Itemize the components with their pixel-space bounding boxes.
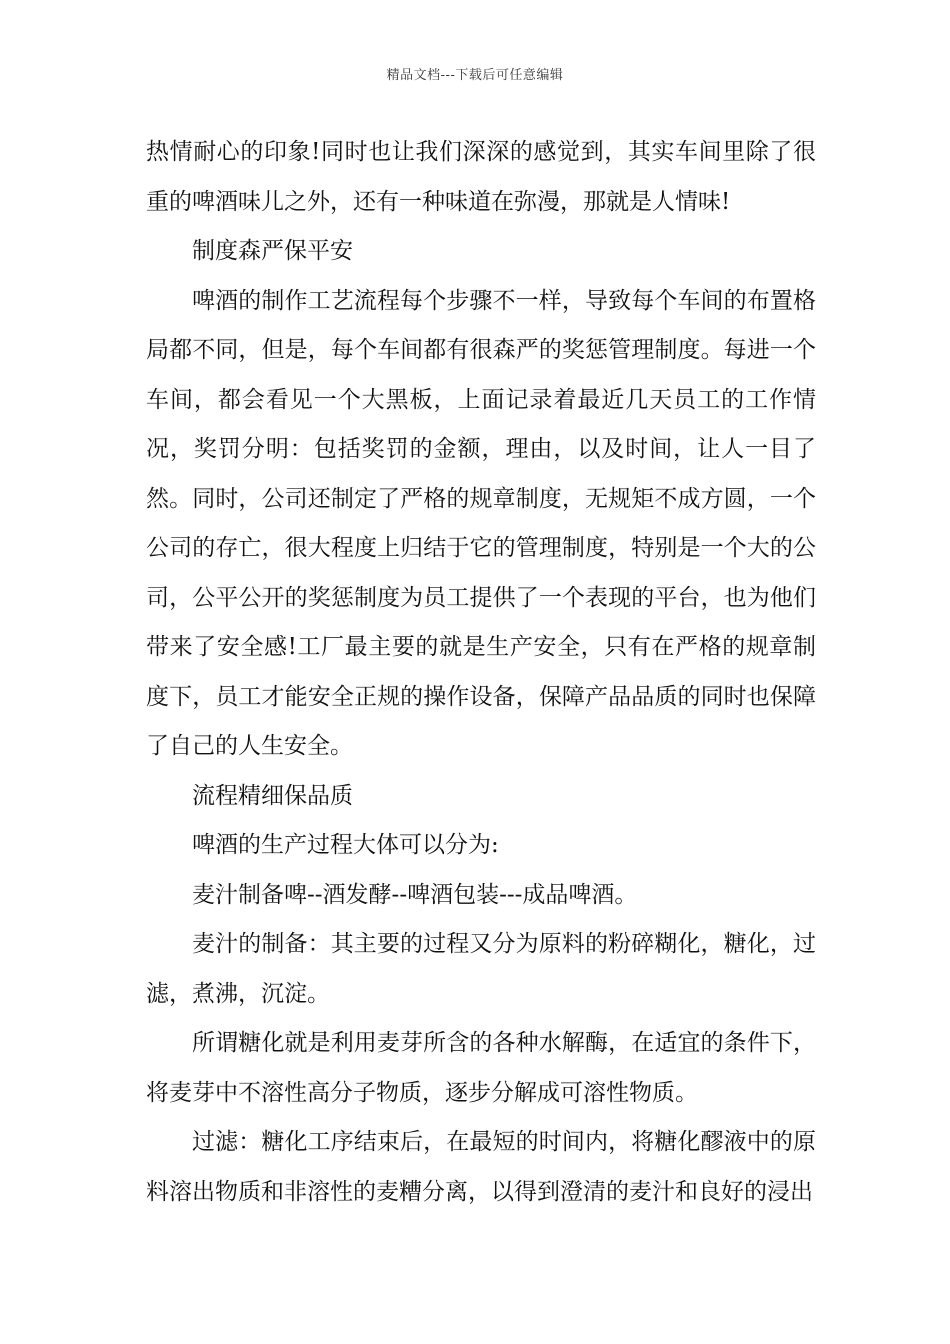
section-heading-process: 流程精细保品质	[192, 782, 353, 809]
paragraph-wort-preparation: 麦汁的制备：其主要的过程又分为原料的粉碎糊化，糖化，过滤，煮沸，沉淀。	[146, 931, 816, 1007]
paragraph-saccharification: 所谓糖化就是利用麦芽所含的各种水解酶，在适宜的条件下，将麦芽中不溶性高分子物质，逐步分解成可溶性物质。	[146, 1030, 816, 1106]
paragraph-process-intro: 啤酒的生产过程大体可以分为:	[192, 832, 499, 858]
section-heading-regulations: 制度森严保平安	[192, 238, 353, 264]
paragraph-continuation: 热情耐心的印象!同时也让我们深深的感觉到，其实车间里除了很重的啤酒味儿之外，还有一种味道在弥漫，那就是人情味!	[146, 139, 816, 215]
paragraph-regulations: 啤酒的制作工艺流程每个步骤不一样，导致每个车间的布置格局都不同，但是，每个车间都有很森严的奖惩管理制度。每进一个车间，都会看见一个大黑板，上面记录着最近几天员工的工作情况，奖罚分明：包括奖罚的金额，理由，以及时间，让人一目了然。同时，公司还制定了严格的规章制度，无规矩不成方圆，一个公司的存亡，很大程度上归结于它的管理制度，特别是一个大的公司，公平公开的奖惩制度为员工提供了一个表现的平台，也为他们带来了安全感!工厂最主要的就是生产安全，只有在严格的规章制度下，员工才能安全正规的操作设备，保障产品品质的同时也保障了自己的人生安全。	[146, 287, 816, 759]
paragraph-process-steps: 麦汁制备啤--酒发酵--啤酒包装---成品啤酒。	[192, 881, 638, 908]
paragraph-filtration: 过滤：糖化工序结束后，在最短的时间内，将糖化醪液中的原料溶出物质和非溶性的麦糟分离，以得到澄清的麦汁和良好的浸出	[146, 1129, 816, 1205]
document-body	[146, 128, 816, 1217]
page-header: 精品文档---下载后可任意编辑	[386, 68, 564, 83]
